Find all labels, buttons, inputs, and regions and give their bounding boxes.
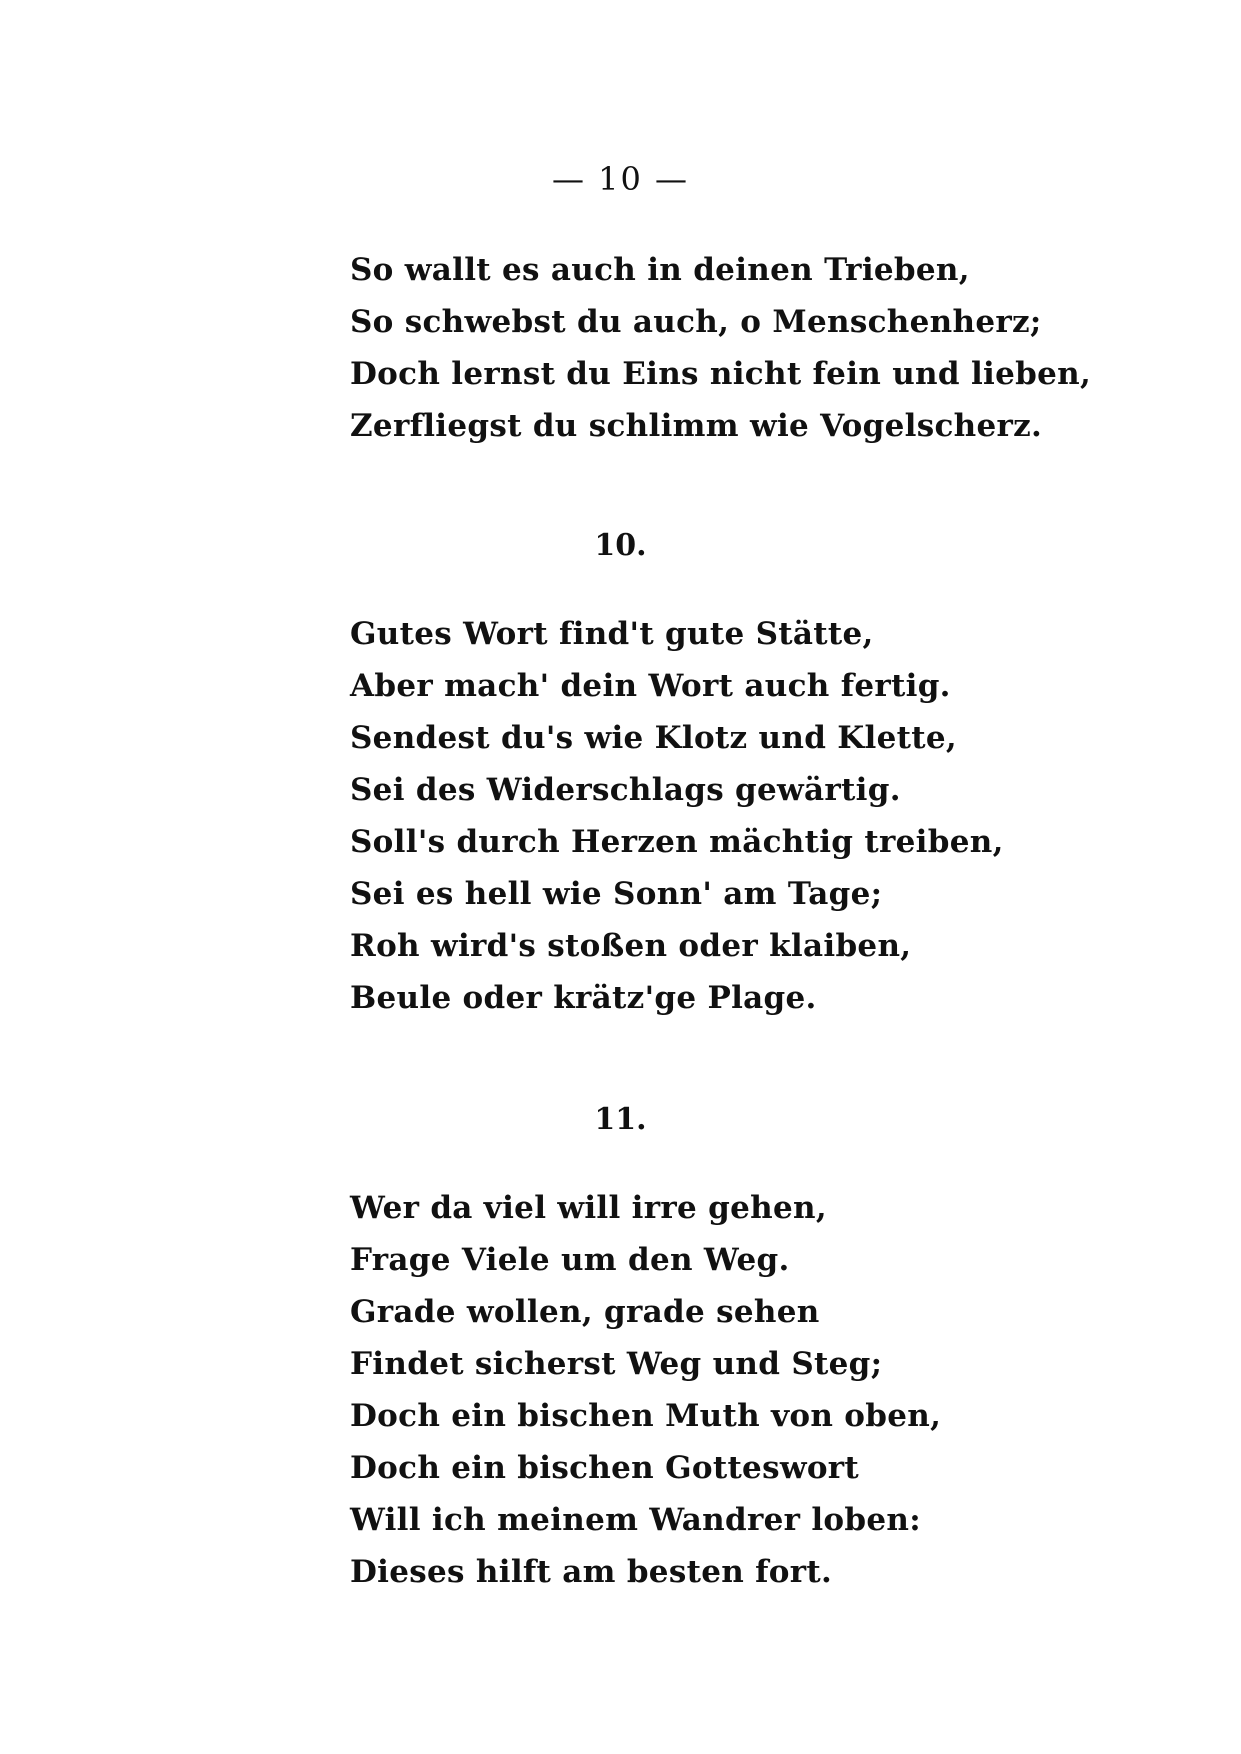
verse-line: Beule oder krätz'ge Plage.: [350, 980, 817, 1016]
verse-line: Doch ein bischen Muth von oben,: [350, 1398, 942, 1434]
verse-line: Grade wollen, grade sehen: [350, 1294, 820, 1330]
poem-number-heading: 11.: [594, 1102, 647, 1137]
verse-line: So schwebst du auch, o Menschenherz;: [350, 304, 1042, 340]
verse-line: Doch ein bischen Gotteswort: [350, 1450, 860, 1486]
verse-line: Doch lernst du Eins nicht fein und lieben,: [350, 356, 1092, 392]
verse-line: Sei es hell wie Sonn' am Tage;: [350, 876, 883, 912]
verse-line: Sendest du's wie Klotz und Klette,: [350, 720, 957, 756]
verse-line: Aber mach' dein Wort auch fertig.: [350, 668, 951, 704]
verse-line: Will ich meinem Wandrer loben:: [350, 1502, 921, 1538]
verse-line: Findet sicherst Weg und Steg;: [350, 1346, 883, 1382]
verse-line: Frage Viele um den Weg.: [350, 1242, 790, 1278]
stanza-continuation: [350, 244, 1092, 452]
page-number: — 10 —: [551, 160, 690, 198]
verse-line: Wer da viel will irre gehen,: [350, 1190, 827, 1226]
verse-line: Roh wird's stoßen oder klaiben,: [350, 928, 912, 964]
poem-11-stanza: [350, 1182, 970, 1598]
verse-line: So wallt es auch in deinen Trieben,: [350, 252, 970, 288]
poem-10-stanza: [350, 608, 1004, 1024]
poem-number-heading: 10.: [594, 528, 647, 563]
verse-line: Soll's durch Herzen mächtig treiben,: [350, 824, 1004, 860]
verse-line: Gutes Wort find't gute Stätte,: [350, 616, 874, 652]
verse-line: Sei des Widerschlags gewärtig.: [350, 772, 901, 808]
verse-line: Zerfliegst du schlimm wie Vogelscherz.: [350, 408, 1043, 444]
verse-line: Dieses hilft am besten fort.: [350, 1554, 833, 1590]
